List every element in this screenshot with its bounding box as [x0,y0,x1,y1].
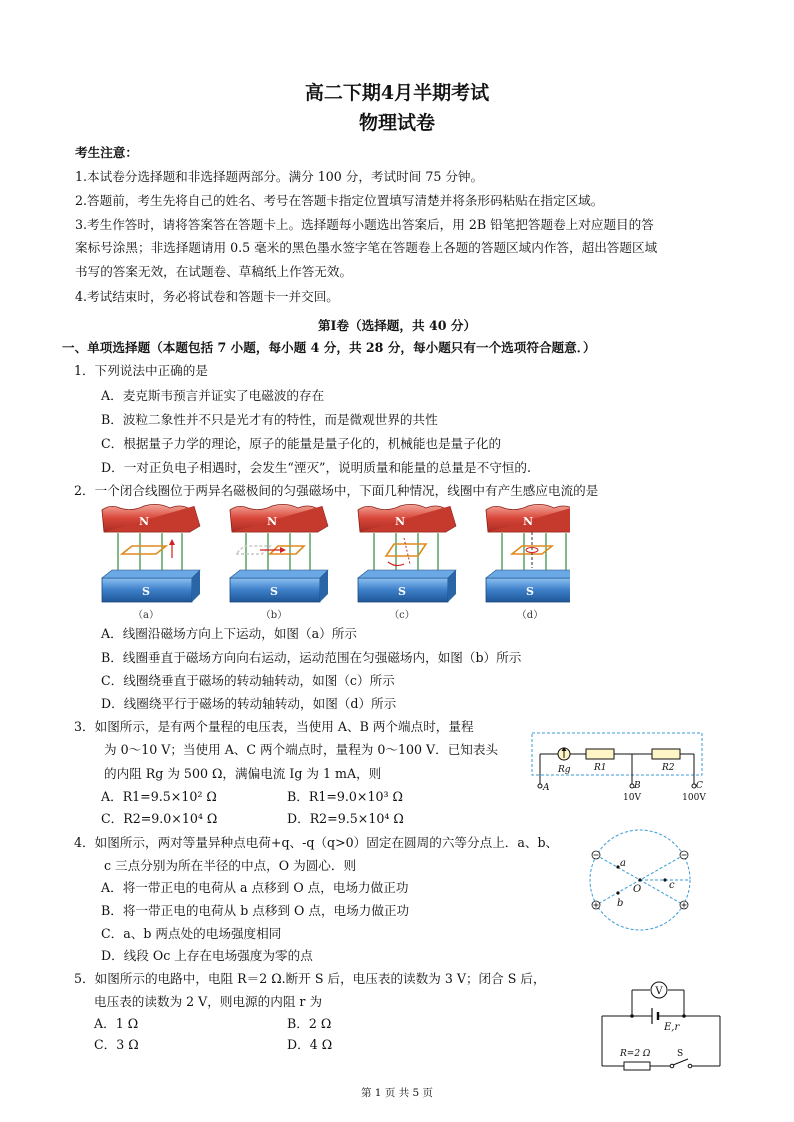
charge-bottom-right [680,901,688,909]
q5-option-c: C．3 Ω [94,1037,139,1052]
question-3-stem: 为 0～10 V；当使用 A、C 两个端点时，量程为 0～100 V．已知表头 [104,742,499,757]
notice-heading: 考生注意： [75,145,138,160]
charge-circle-figure [584,822,696,934]
question-5-stem: 5．如图所示的电路中，电阻 R＝2 Ω.断开 S 后，电压表的读数为 3 V；闭合 S 后， [74,971,546,986]
notice-item: 2.答题前，考生先将自己的姓名、考号在答题卡指定位置填写清楚并将条形码粘贴在指定区域。 [75,193,604,208]
part-heading: 第Ⅰ卷（选择题，共 40 分） [317,318,477,333]
q4-option-c: C．a、b 两点处的电场强度相同 [101,926,282,941]
source-label: E,r [664,1022,680,1033]
notice-item: 案标号涂黑；非选择题请用 0.5 毫米的黑色墨水签字笔在答题卷上各题的答题区域内作答，超出答题区域 [75,240,658,255]
page-title: 高二下期4月半期考试 [304,82,490,104]
q3-option-d: D．R2=9.5×10⁴ Ω [287,811,404,826]
terminal-b-label: B [634,781,641,791]
magnet-b-north-label: N [266,515,278,528]
charge-bottom-left [592,901,600,909]
coil-c [386,538,426,566]
range-10v-label: 10V [623,793,641,803]
q3-option-b: B．R1=9.0×10³ Ω [287,789,403,804]
section-heading: 一、单项选择题（本题包括 7 小题，每小题 4 分，共 28 分，每小题只有一个选项符合题意．） [62,340,596,355]
figure-label-b: （b） [260,610,288,621]
q1-option-a: A．麦克斯韦预言并证实了电磁波的存在 [101,388,325,403]
question-3-stem: 的内阻 Rg 为 500 Ω，满偏电流 Ig 为 1 mA，则 [104,766,382,781]
question-2-stem: 2．一个闭合线圈位于两异名磁极间的匀强磁场中，下面几种情况，线圈中有产生感应电流的是 [74,483,599,498]
resistor-r2-label: R2 [662,763,675,773]
q1-option-d: D．一对正负电子相遇时，会发生“湮灭”，说明质量和能量的总量是不守恒的. [101,460,531,475]
galvanometer-label: Rg [558,765,571,775]
magnet-b-south-label: S [270,585,278,598]
point-b-label: b [617,898,624,909]
q3-option-c: C．R2=9.0×10⁴ Ω [101,811,218,826]
magnet-c-south-label: S [398,585,406,598]
magnet-c [358,504,456,602]
battery-circuit-figure [596,976,726,1074]
voltmeter-circuit-figure [528,730,712,804]
magnet-d-north-label: N [522,515,534,528]
question-3-stem: 3．如图所示，是有两个量程的电压表，当使用 A、B 两个端点时，量程 [74,719,474,734]
q5-option-a: A．1 Ω [94,1016,139,1031]
q4-option-b: B．将一带正电的电荷从 b 点移到 O 点，电场力做正功 [101,903,410,918]
notice-item: 1.本试卷分选择题和非选择题两部分。满分 100 分，考试时间 75 分钟。 [75,169,484,184]
charge-top-left [592,851,600,859]
notice-item: 书写的答案无效，在试题卷、草稿纸上作答无效。 [75,264,353,279]
q3-option-a: A．R1=9.5×10² Ω [101,789,217,804]
magnet-c-north-label: N [394,515,406,528]
q2-option-b: B．线圈垂直于磁场方向向右运动，运动范围在匀强磁场内，如图（b）所示 [101,650,522,665]
notice-item: 4.考试结束时，务必将试卷和答题卡一并交回。 [75,289,339,304]
switch-label: S [677,1049,684,1059]
voltmeter-label: V [655,986,663,997]
page-subtitle: 物理试卷 [358,112,435,134]
q1-option-b: B．波粒二象性并不只是光才有的特性，而是微观世界的共性 [101,412,438,427]
question-1-stem: 1．下列说法中正确的是 [74,363,208,378]
point-c-label: c [669,880,675,891]
coil-a [122,539,175,558]
center-o-label: O [633,884,642,895]
q1-option-c: C．根据量子力学的理论，原子的能量是量子化的，机械能也是量子化的 [101,436,502,451]
figure-label-c: （c） [389,610,415,621]
magnet-a-north-label: N [138,515,150,528]
magnet-figure [100,502,570,626]
q2-option-c: C．线圈绕垂直于磁场的转动轴转动，如图（c）所示 [101,673,395,688]
charge-top-right [680,851,688,859]
figure-label-d: （d） [516,610,544,621]
magnet-a-south-label: S [142,585,150,598]
terminal-a-label: A [543,783,550,793]
q2-option-d: D．线圈绕平行于磁场的转动轴转动，如图（d）所示 [101,696,397,711]
question-4-stem: c 三点分别为所在半径的中点，O 为圆心．则 [104,858,357,873]
q5-option-b: B．2 Ω [287,1016,332,1031]
figure-label-a: （a） [133,610,159,621]
resistor-label: R=2 Ω [620,1049,651,1059]
q5-option-d: D．4 Ω [287,1037,333,1052]
resistor-r1-label: R1 [594,763,607,773]
point-a-label: a [620,858,626,869]
notice-item: 3.考生作答时，请将答案答在答题卡上。选择题每小题选出答案后，用 2B 铅笔把答题卷上对应题目的答 [75,217,654,232]
page-footer: 第 1 页 共 5 页 [360,1087,434,1099]
magnet-d-south-label: S [526,585,534,598]
terminal-c-label: C [696,781,703,791]
question-5-stem: 电压表的读数为 2 V，则电源的内阻 r 为 [94,994,323,1009]
q4-option-a: A．将一带正电的电荷从 a 点移到 O 点，电场力做正功 [101,880,409,895]
q4-option-d: D．线段 Oc 上存在电场强度为零的点 [101,948,313,963]
q2-option-a: A．线圈沿磁场方向上下运动，如图（a）所示 [101,626,357,641]
range-100v-label: 100V [682,793,706,803]
question-4-stem: 4．如图所示，两对等量异种点电荷+q、-q（q>0）固定在圆周的六等分点上．a、b、 [74,835,559,850]
